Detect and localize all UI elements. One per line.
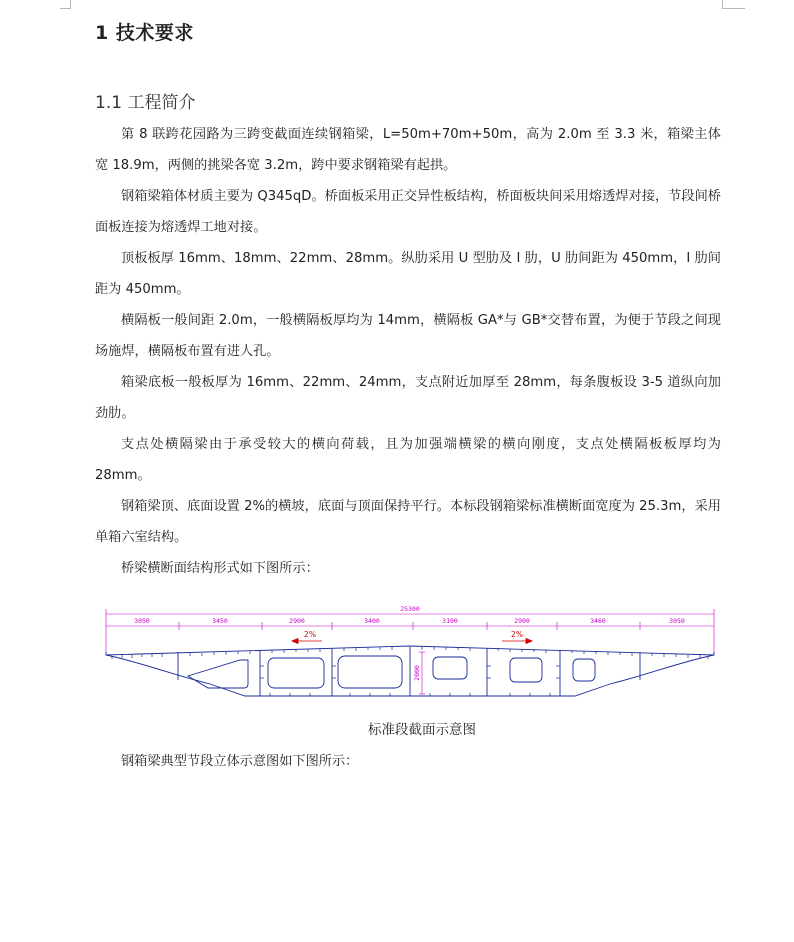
paragraph-diaphragm: 横隔板一般间距 2.0m，一般横隔板厚均为 14mm，横隔板 GA*与 GB*交替布置，为便于节段之间现场施焊，横隔板布置有进人孔。 <box>95 313 721 359</box>
figure-caption: 标准段截面示意图 <box>368 722 476 738</box>
total-width-label: 25300 <box>400 605 420 613</box>
paragraph-figure-intro: 桥梁横断面结构形式如下图所示： <box>121 561 319 576</box>
crop-mark-top-right <box>722 0 745 9</box>
slope-label-left: 2% <box>304 630 316 639</box>
opening-cell-4 <box>433 657 467 679</box>
paragraph-project-overview: 第 8 联跨花园路为三跨变截面连续钢箱梁，L=50m+70m+50m，高为 2.0m 至 3.3 米，箱梁主体宽 18.9m，两侧的挑梁各宽 3.2m，跨中要求钢箱梁有起拱。 <box>95 127 721 173</box>
paragraph-bottom-plate: 箱梁底板一般板厚为 16mm、22mm、24mm，支点附近加厚至 28mm，每条腹板设 3-5 道纵向加劲肋。 <box>95 375 721 421</box>
paragraph-segment-intro: 钢箱梁典型节段立体示意图如下图所示： <box>121 754 359 769</box>
heading-section-1-1: 1.1 工程简介 <box>95 93 196 113</box>
opening-cell-2 <box>268 658 324 688</box>
segment-label-3: 2900 <box>289 617 305 625</box>
segment-label-2: 3450 <box>212 617 228 625</box>
opening-cell-5 <box>510 658 542 682</box>
opening-cell-6 <box>573 659 595 681</box>
segment-label-8: 3050 <box>669 617 685 625</box>
box-girder-outline <box>106 646 714 696</box>
segment-dimension-line <box>106 622 714 630</box>
segment-label-7: 3460 <box>590 617 606 625</box>
opening-cell-3 <box>338 656 402 688</box>
crop-mark-top-left <box>60 0 71 9</box>
paragraph-support-beam: 支点处横隔梁由于承受较大的横向荷载，且为加强端横梁的横向刚度，支点处横隔板板厚均为 28mm。 <box>95 437 721 483</box>
paragraph-top-plate: 顶板板厚 16mm、18mm、22mm、28mm。纵肋采用 U 型肋及 I 肋，U 肋间距为 450mm，I 肋间距为 450mm。 <box>95 251 721 297</box>
segment-label-6: 2900 <box>514 617 530 625</box>
slope-arrow-right <box>502 639 532 644</box>
segment-label-4: 3400 <box>364 617 380 625</box>
paragraph-cross-slope: 钢箱梁顶、底面设置 2%的横坡，底面与顶面保持平行。本标段钢箱梁标准横断面宽度为 25.3m，采用单箱六室结构。 <box>95 499 721 545</box>
segment-label-1: 3050 <box>134 617 150 625</box>
paragraph-material: 钢箱梁箱体材质主要为 Q345qD。桥面板采用正交异性板结构，桥面板块间采用熔透焊对接，节段间桥面板连接为熔透焊工地对接。 <box>95 189 721 235</box>
slope-label-right: 2% <box>511 630 523 639</box>
diaphragm-openings <box>188 656 595 688</box>
heading-section-1: 1 技术要求 <box>95 22 194 44</box>
cross-section-figure <box>100 600 720 704</box>
height-label: 2000 <box>413 665 421 681</box>
segment-label-5: 3100 <box>442 617 458 625</box>
slope-arrow-left <box>292 639 322 644</box>
opening-left-cantilever <box>188 660 248 688</box>
